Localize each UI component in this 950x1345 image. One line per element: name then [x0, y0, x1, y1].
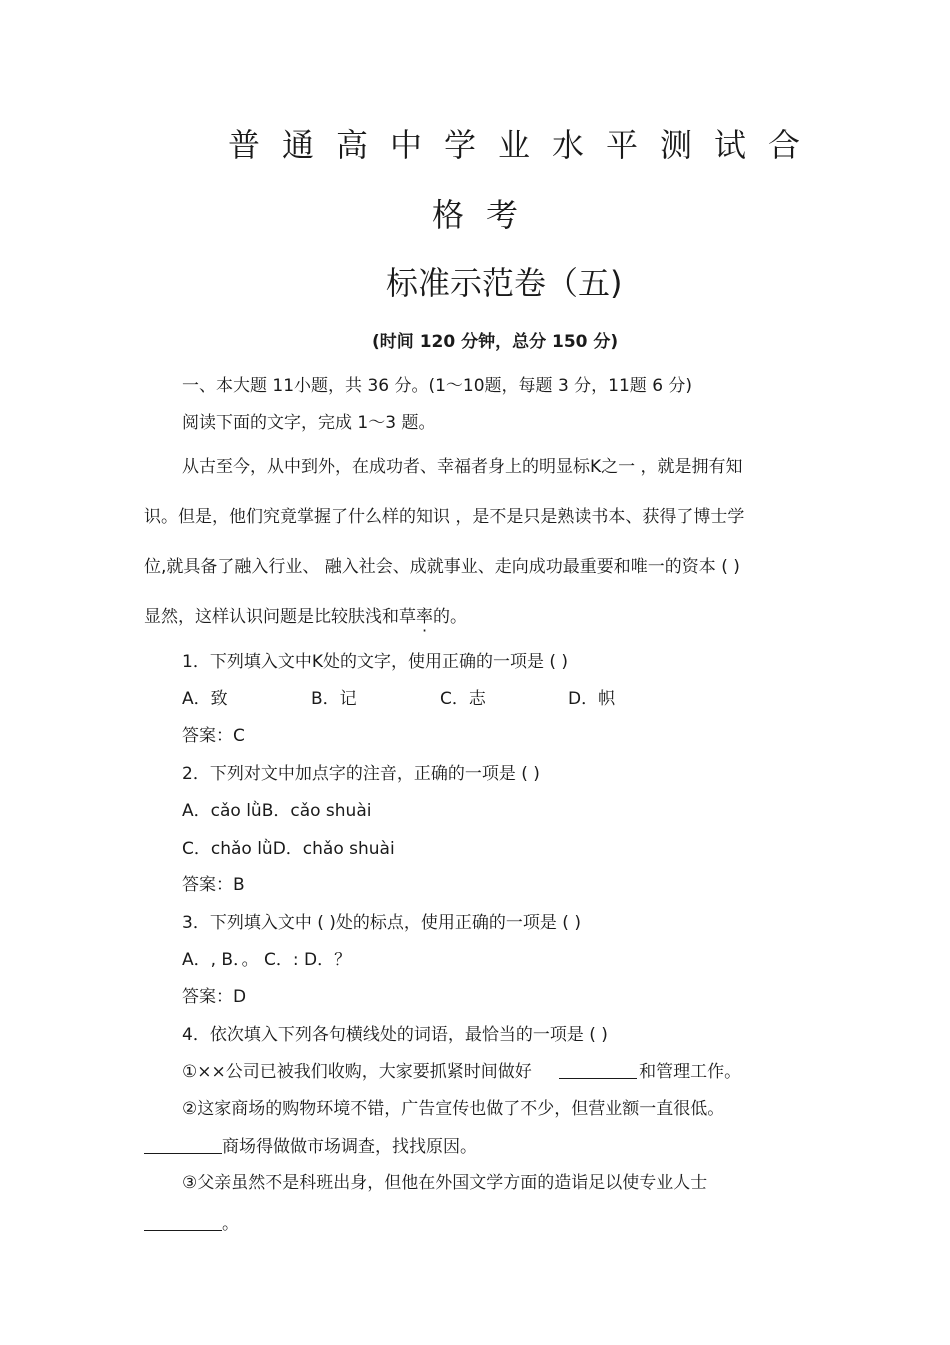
q2-options-ab: A．cǎo lǜB．cǎo shuài [182, 801, 372, 821]
q2-stem: 2．下列对文中加点字的注音，正确的一项是 ( ) [182, 764, 540, 784]
doc-title-line2: 格考 [432, 196, 541, 234]
blank-line [559, 1062, 637, 1079]
q4-sentence2: ②这家商场的购物环境不错，广告宣传也做了不少，但营业额一直很低。 [182, 1099, 725, 1119]
doc-title-line3: 标准示范卷（五) [386, 264, 623, 302]
q3-stem: 3．下列填入文中 ( )处的标点，使用正确的一项是 ( ) [182, 913, 581, 933]
q1-option-d: D．帜 [568, 689, 616, 709]
passage-line3: 位,就具备了融入行业、 融入社会、成就事业、走向成功最重要和唯一的资本 ( ) [144, 557, 740, 577]
q2-options-cd: C．chǎo lǜD．chǎo shuài [182, 839, 395, 859]
q4-sentence1-text: ①××公司已被我们收购，大家要抓紧时间做好 [182, 1062, 532, 1082]
passage-line4-end: 的。 [433, 607, 467, 627]
section1-header: 一、本大题 11小题，共 36 分。(1～10题，每题 3 分，11题 6 分) [182, 376, 693, 396]
q2-answer: 答案：B [182, 875, 245, 895]
q4-sentence3-end-text: 。 [222, 1214, 239, 1234]
blank-line [144, 1214, 222, 1231]
q4-stem: 4．依次填入下列各句横线处的词语，最恰当的一项是 ( ) [182, 1025, 608, 1045]
q1-option-a: A．致 [182, 689, 228, 709]
q4-sentence1-end: 和管理工作。 [639, 1062, 742, 1082]
passage-line2: 识。但是，他们究竟掌握了什么样的知识 ，是不是只是熟读书本、获得了博士学 [144, 507, 745, 527]
passage-line4 [144, 605, 467, 629]
time-info: (时间 120 分钟，总分 150 分) [372, 332, 619, 352]
section1-instruction: 阅读下面的文字，完成 1～3 题。 [182, 413, 436, 433]
dotted-char: 率 [416, 607, 433, 627]
q4-sentence3-end [144, 1212, 239, 1236]
passage-line1: 从古至今，从中到外，在成功者、幸福者身上的明显标K之一 ，就是拥有知 [182, 457, 743, 477]
q1-stem: 1．下列填入文中K处的文字，使用正确的一项是 ( ) [182, 652, 569, 672]
q1-option-b: B．记 [311, 689, 357, 709]
q3-answer: 答案：D [182, 987, 247, 1007]
doc-title-line1: 普通高中学业水平测试合 [228, 126, 823, 164]
q3-options: A．, B．。 C．: D．？ [182, 950, 352, 970]
q4-sentence2-cont-text: 商场得做做市场调查，找找原因。 [222, 1137, 477, 1157]
q4-sentence2-cont [144, 1135, 477, 1159]
passage-line4-text: 显然，这样认识问题是比较肤浅和草 [144, 607, 416, 627]
blank-line [144, 1137, 222, 1154]
q4-sentence3: ③父亲虽然不是科班出身，但他在外国文学方面的造诣足以使专业人士 [182, 1173, 708, 1193]
q4-sentence1 [182, 1060, 741, 1084]
q1-answer: 答案：C [182, 726, 245, 746]
q1-option-c: C．志 [440, 689, 486, 709]
